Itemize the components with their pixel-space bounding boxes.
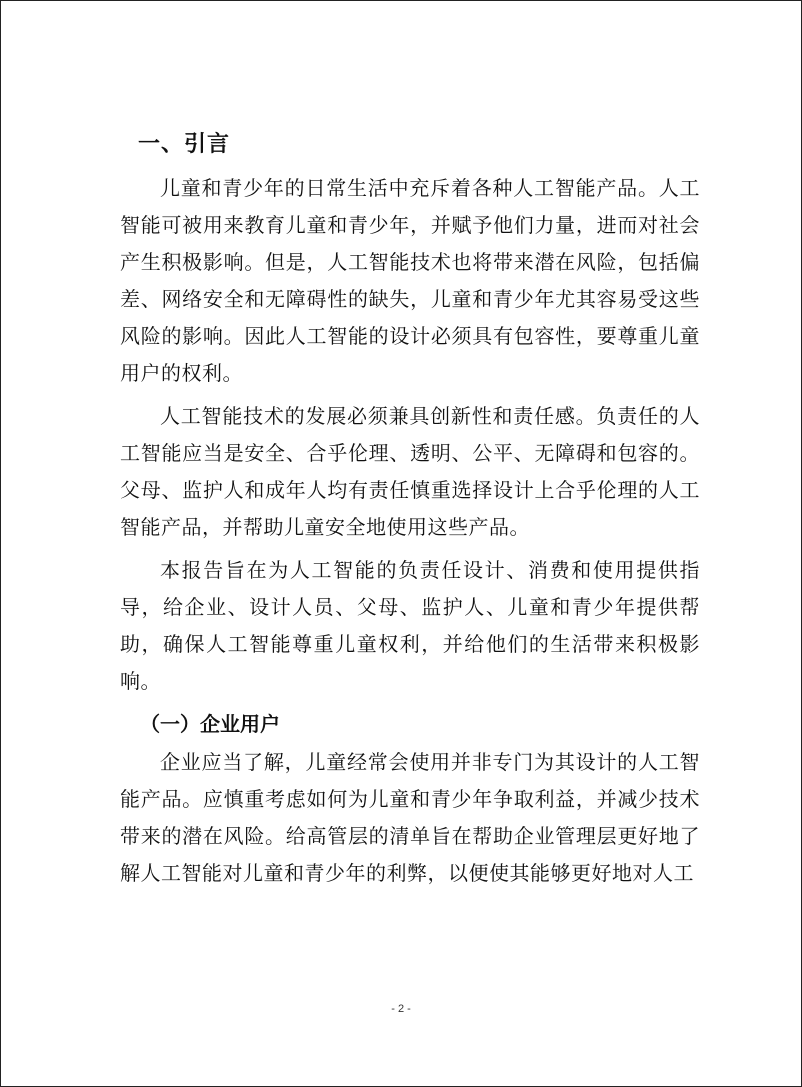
document-body <box>120 128 700 898</box>
subsection-title: （一）企业用户 <box>140 712 280 736</box>
subsection-paragraph: 企业应当了解，儿童经常会使用并非专门为其设计的人工智能产品。应慎重考虑如何为儿童和青少年争取利益，并减少技术带来的潜在风险。给高管层的清单旨在帮助企业管理层更好地了解人工智能对儿童和青少年的利弊，以便使其能够更好地对人工 <box>120 750 700 885</box>
page-number: - 2 - <box>391 1003 411 1015</box>
intro-paragraph-1: 儿童和青少年的日常生活中充斥着各种人工智能产品。人工智能可被用来教育儿童和青少年，并赋予他们力量，进而对社会产生积极影响。但是，人工智能技术也将带来潜在风险，包括偏差、网络安全和无障碍性的缺失，儿童和青少年尤其容易受这些风险的影响。因此人工智能的设计必须具有包容性，要尊重儿童用户的权利。 <box>120 176 700 385</box>
intro-paragraph-2: 人工智能技术的发展必须兼具创新性和责任感。负责任的人工智能应当是安全、合乎伦理、透明、公平、无障碍和包容的。父母、监护人和成年人均有责任慎重选择设计上合乎伦理的人工智能产品，并帮助儿童安全地使用这些产品。 <box>120 404 700 539</box>
intro-paragraph-3: 本报告旨在为人工智能的负责任设计、消费和使用提供指导，给企业、设计人员、父母、监护人、儿童和青少年提供帮助，确保人工智能尊重儿童权利，并给他们的生活带来积极影响。 <box>120 558 700 693</box>
section-title: 一、引言 <box>138 132 231 157</box>
